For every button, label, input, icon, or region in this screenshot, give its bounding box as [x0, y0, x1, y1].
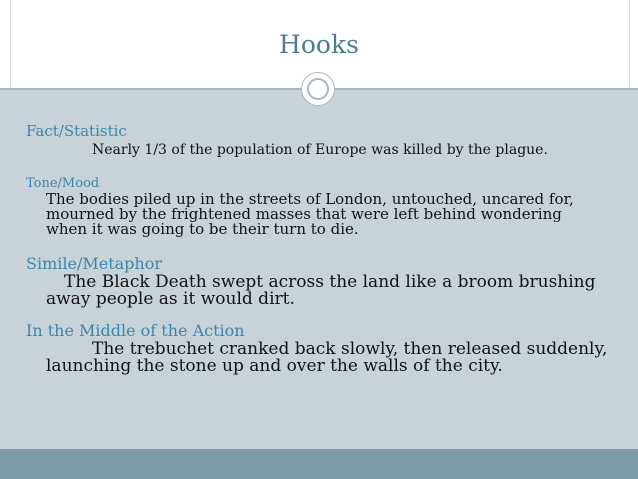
section-text-line: The trebuchet cranked back slowly, then released suddenly,	[92, 339, 608, 359]
section-heading-tone-mood: Tone/Mood	[26, 176, 100, 191]
section-text-line: The bodies piled up in the streets of London, untouched, uncared for,	[46, 190, 574, 208]
inner-ring	[307, 78, 329, 100]
footer-bar	[0, 449, 638, 479]
section-text-line: when it was going to be their turn to die.	[46, 220, 359, 238]
section-heading-middle-of-action: In the Middle of the Action	[26, 321, 245, 340]
slide-title: Hooks	[279, 30, 359, 59]
section-heading-fact-statistic: Fact/Statistic	[26, 122, 127, 140]
section-heading-simile-metaphor: Simile/Metaphor	[26, 254, 162, 273]
section-text-line: mourned by the frightened masses that were left behind wondering	[46, 205, 562, 223]
section-text-line: The Black Death swept across the land like a broom brushing	[64, 272, 596, 292]
section-text-line: Nearly 1/3 of the population of Europe was killed by the plague.	[92, 142, 548, 158]
section-text-line: launching the stone up and over the walls of the city.	[46, 356, 503, 376]
section-text-line: away people as it would dirt.	[46, 289, 295, 309]
circle-ornament-icon	[301, 72, 335, 106]
